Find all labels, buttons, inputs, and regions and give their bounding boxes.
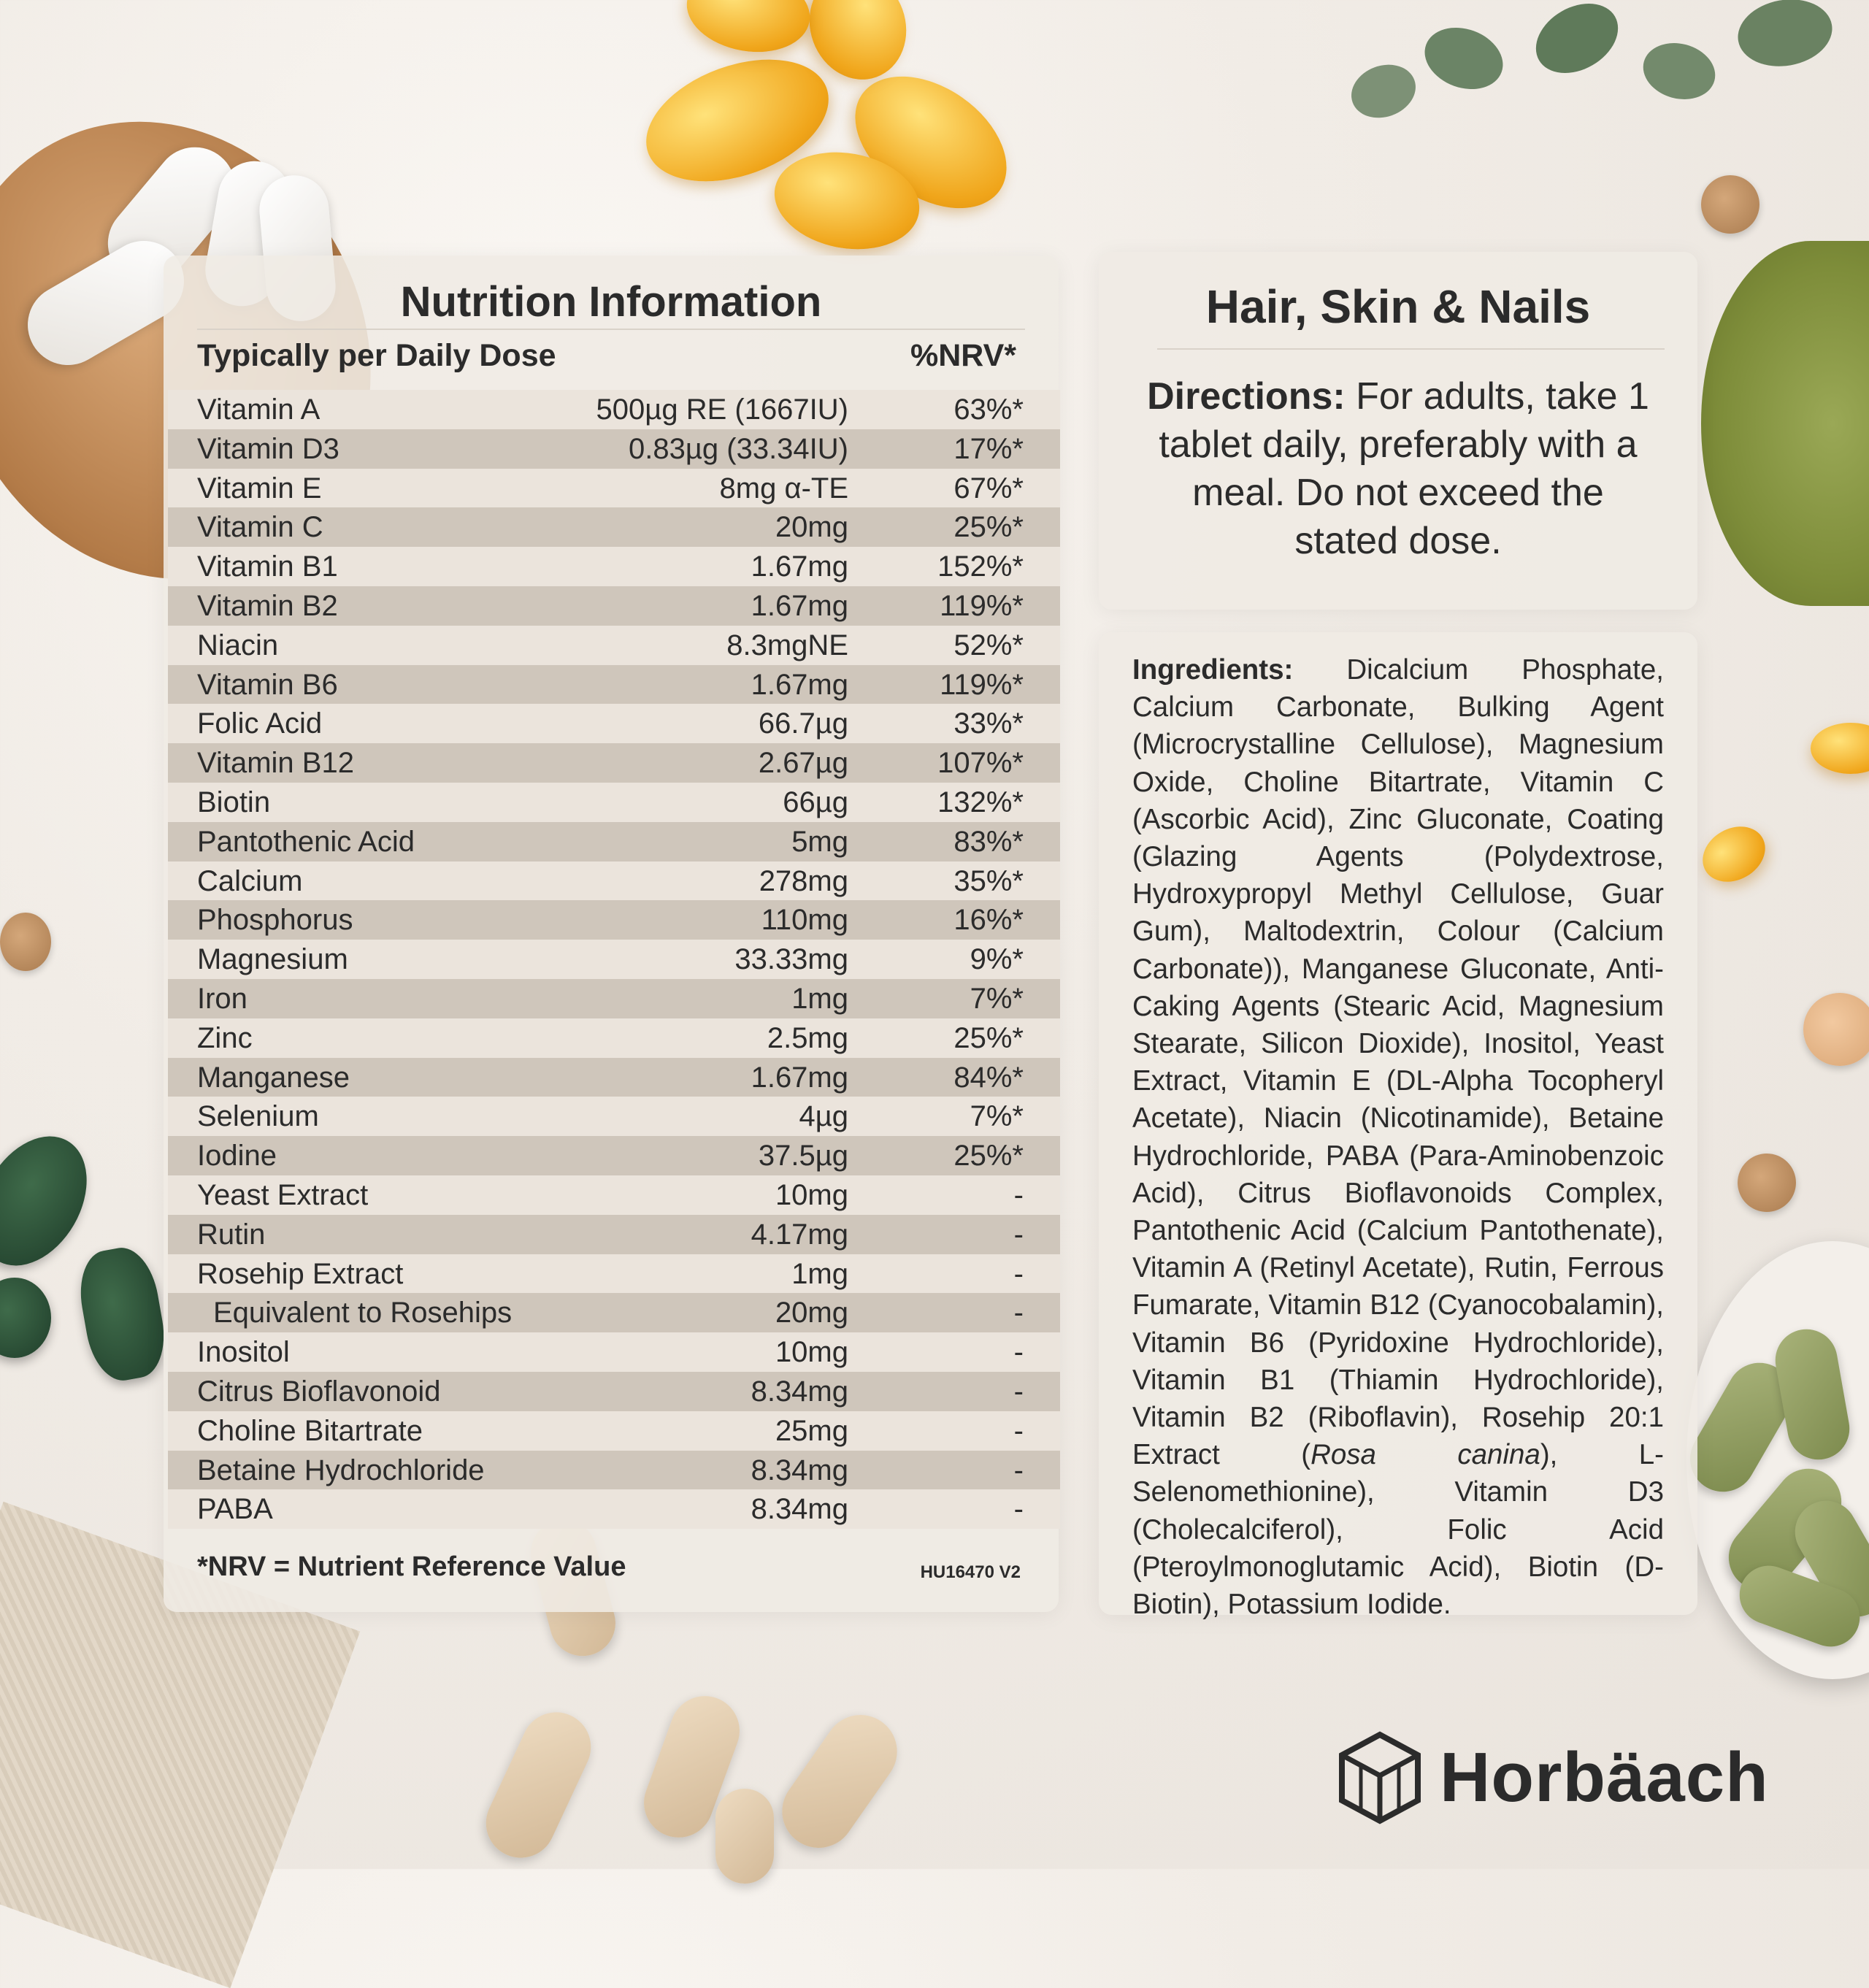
nutrient-name: Manganese: [197, 1061, 350, 1094]
nutrient-name: Equivalent to Rosehips: [213, 1297, 513, 1329]
nutrient-nrv: 67%*: [953, 472, 1024, 504]
nutrient-amount: 33.33mg: [734, 943, 848, 976]
nrv-footnote: *NRV = Nutrient Reference Value: [197, 1551, 626, 1582]
nutrient-name: Iodine: [197, 1140, 277, 1173]
nutrient-name: Phosphorus: [197, 904, 353, 937]
brand-logo: [1336, 1730, 1818, 1825]
eucalyptus-leaf-decoration: [1416, 18, 1512, 100]
nutrient-amount: 1.67mg: [751, 1061, 848, 1094]
nutrient-nrv: -: [1013, 1297, 1024, 1329]
table-row: [168, 704, 1060, 743]
table-row: [168, 390, 1060, 429]
round-tablet-decoration: [1701, 175, 1759, 234]
nutrient-amount: 5mg: [791, 825, 848, 858]
nutrient-nrv: 119%*: [940, 668, 1024, 701]
nutrient-amount: 10mg: [775, 1336, 848, 1369]
table-row: [168, 1451, 1060, 1490]
nutrient-amount: 10mg: [775, 1178, 848, 1211]
directions-body: For adults, take 1 tablet daily, preferably with a meal. Do not exceed the stated dose.: [1159, 375, 1649, 562]
eucalyptus-leaf-decoration: [1344, 56, 1424, 127]
nutrient-name: Inositol: [197, 1336, 290, 1369]
nutrient-amount: 2.5mg: [767, 1021, 848, 1054]
eucalyptus-leaf-decoration: [1637, 35, 1722, 107]
nutrient-name: Vitamin B12: [197, 747, 354, 780]
nutrient-amount: 4.17mg: [751, 1218, 848, 1251]
nutrient-name: Zinc: [197, 1021, 253, 1054]
nutrient-name: Vitamin D3: [197, 432, 339, 465]
nutrient-nrv: 84%*: [953, 1061, 1024, 1094]
beige-tablet-decoration: [475, 1701, 602, 1869]
table-row: [168, 783, 1060, 822]
nutrient-name: Vitamin A: [197, 394, 321, 426]
ingredients-body-end: ), L-Selenomethionine), Vitamin D3 (Cholecalciferol), Folic Acid (Pteroylmonoglutamic Acid), Biotin (D-Biotin), Potassium Iodide.: [1132, 1439, 1665, 1621]
nutrient-amount: 4µg: [799, 1100, 848, 1133]
round-tablet-decoration: [1738, 1154, 1796, 1212]
table-row: [168, 547, 1060, 586]
cube-logo-icon: [1336, 1730, 1424, 1825]
directions-text: [1143, 372, 1654, 565]
ingredients-label: Ingredients:: [1132, 654, 1294, 686]
table-row: [168, 861, 1060, 901]
nutrient-nrv: 25%*: [953, 511, 1024, 544]
product-title: Hair, Skin & Nails: [1205, 280, 1591, 333]
spirulina-tablet-decoration: [73, 1243, 172, 1385]
table-row: [168, 1411, 1060, 1451]
round-tablet-decoration: [0, 913, 51, 971]
table-row: [168, 1372, 1060, 1411]
nutrient-amount: 1mg: [791, 1257, 848, 1290]
divider: [1157, 348, 1665, 350]
nutrient-nrv: 52%*: [953, 629, 1024, 661]
table-row: [168, 1018, 1060, 1058]
nutrient-name: Iron: [197, 982, 247, 1015]
nutrient-name: Vitamin C: [197, 511, 323, 544]
nutrient-nrv: 16%*: [953, 904, 1024, 937]
table-row: [168, 1293, 1060, 1332]
round-tablet-decoration: [1803, 993, 1869, 1066]
nutrient-name: Magnesium: [197, 943, 348, 976]
softgel-decoration: [1693, 815, 1776, 893]
eucalyptus-leaf-decoration: [1732, 0, 1838, 74]
directions-label: Directions:: [1147, 375, 1346, 418]
nutrition-title: Nutrition Information: [400, 278, 822, 326]
table-row: [168, 507, 1060, 547]
nutrient-amount: 1.67mg: [751, 550, 848, 583]
nutrient-amount: 25mg: [775, 1414, 848, 1447]
beige-tablet-decoration: [768, 1700, 912, 1862]
nutrient-name: Betaine Hydrochloride: [197, 1454, 485, 1486]
nutrient-nrv: 17%*: [953, 432, 1024, 465]
softgel-decoration: [680, 0, 817, 61]
nutrient-nrv: 35%*: [953, 864, 1024, 897]
nutrient-nrv: 107%*: [937, 747, 1024, 780]
nutrient-amount: 8.34mg: [751, 1375, 848, 1408]
table-row: [168, 940, 1060, 979]
nutrient-name: Vitamin B1: [197, 550, 338, 583]
nutrient-nrv: -: [1013, 1375, 1024, 1408]
eucalyptus-leaf-decoration: [1524, 0, 1630, 87]
nutrient-nrv: -: [1013, 1178, 1024, 1211]
nutrient-amount: 8.34mg: [751, 1493, 848, 1526]
nutrient-name: Pantothenic Acid: [197, 825, 415, 858]
nutrient-name: Folic Acid: [197, 707, 323, 740]
nutrient-amount: 0.83µg (33.34IU): [629, 432, 848, 465]
nutrient-name: Biotin: [197, 786, 271, 818]
nutrient-name: Rutin: [197, 1218, 266, 1251]
table-row: [168, 1136, 1060, 1175]
table-row: [168, 1097, 1060, 1136]
nutrient-nrv: 132%*: [937, 786, 1024, 818]
nutrient-nrv: 83%*: [953, 825, 1024, 858]
divider: [197, 329, 1025, 330]
spirulina-tablet-decoration: [0, 1278, 51, 1358]
table-row: [168, 1175, 1060, 1215]
table-row: [168, 822, 1060, 861]
table-row: [168, 469, 1060, 508]
nutrient-name: Vitamin B2: [197, 589, 338, 622]
table-row: [168, 1254, 1060, 1294]
softgel-decoration: [1811, 723, 1869, 774]
table-row: [168, 586, 1060, 626]
ingredients-panel: [1099, 632, 1697, 1621]
brand-name: Horbäach: [1440, 1738, 1769, 1816]
nutrient-amount: 37.5µg: [758, 1140, 848, 1173]
table-row: [168, 1215, 1060, 1254]
nutrient-name: Calcium: [197, 864, 303, 897]
nutrient-amount: 20mg: [775, 1297, 848, 1329]
nutrient-nrv: 25%*: [953, 1021, 1024, 1054]
nutrient-name: Yeast Extract: [197, 1178, 369, 1211]
nutrient-name: Rosehip Extract: [197, 1257, 404, 1290]
nutrient-nrv: -: [1013, 1336, 1024, 1369]
nutrient-amount: 1.67mg: [751, 668, 848, 701]
nutrient-nrv: 152%*: [937, 550, 1024, 583]
table-row: [168, 626, 1060, 665]
nutrient-name: Vitamin B6: [197, 668, 338, 701]
nutrient-nrv: -: [1013, 1257, 1024, 1290]
ingredients-latin-name: Rosa canina: [1310, 1439, 1540, 1471]
table-row: [168, 1332, 1060, 1372]
table-row: [168, 900, 1060, 940]
nutrient-amount: 1mg: [791, 982, 848, 1015]
nutrient-nrv: 25%*: [953, 1140, 1024, 1173]
table-row: [168, 979, 1060, 1018]
nutrient-nrv: 9%*: [970, 943, 1024, 976]
daily-dose-header: Typically per Daily Dose: [197, 338, 556, 373]
nutrient-nrv: -: [1013, 1414, 1024, 1447]
nutrient-amount: 2.67µg: [758, 747, 848, 780]
nutrient-nrv: -: [1013, 1493, 1024, 1526]
ingredients-text: [1132, 651, 1664, 1623]
nutrient-amount: 110mg: [761, 904, 848, 937]
nutrient-nrv: -: [1013, 1454, 1024, 1486]
table-row: [168, 429, 1060, 469]
nutrient-nrv: 7%*: [970, 1100, 1024, 1133]
ingredients-body: Dicalcium Phosphate, Calcium Carbonate, Bulking Agent (Microcrystalline Cellulose), Magnesium Oxide, Choline Bitartrate, Vitamin C (Ascorbic Acid), Zinc Gluconate, Coating (Glazing Agents (Polydextrose, Hydroxypropyl Methyl Cellulose, Guar Gum), Maltodextrin, Colour (Calcium Carbonate)), Manganese Gluconate, Anti-Caking Agents (Stearic Acid, Magnesium Stearate, Silicon Dioxide), Inositol, Yeast Extract, Vitamin E (DL-Alpha Tocopheryl Acetate), Niacin (Nicotinamide), Betaine Hydrochloride, PABA (Para-Aminobenzoic Acid), Citrus Bioflavonoids Complex, Pantothenic Acid (Calcium Pantothenate), Vitamin A (Retinyl Acetate), Rutin, Ferrous Fumarate, Vitamin B12 (Cyanocobalamin), Vitamin B6 (Pyridoxine Hydrochloride), Vitamin B1 (Thiamin Hydrochloride), Vitamin B2 (Riboflavin), Rosehip 20:1 Extract (: [1132, 654, 1664, 1471]
nutrition-information-panel: [164, 256, 1059, 1612]
product-code: HU16470 V2: [920, 1562, 1021, 1582]
nutrient-amount: 8.34mg: [751, 1454, 848, 1486]
nutrient-amount: 278mg: [759, 864, 848, 897]
nutrient-nrv: 33%*: [953, 707, 1024, 740]
nutrient-amount: 1.67mg: [751, 589, 848, 622]
nutrient-name: Vitamin E: [197, 472, 322, 504]
nutrient-name: Selenium: [197, 1100, 319, 1133]
table-row: [168, 743, 1060, 783]
green-powder-decoration: [1701, 241, 1869, 606]
table-row: [168, 665, 1060, 705]
nutrient-amount: 8.3mgNE: [726, 629, 848, 661]
table-row: [168, 1489, 1060, 1529]
nutrient-name: Citrus Bioflavonoid: [197, 1375, 441, 1408]
nutrient-name: PABA: [197, 1493, 273, 1526]
nutrient-nrv: 119%*: [940, 589, 1024, 622]
beige-tablet-decoration: [715, 1789, 774, 1884]
nutrient-nrv: 63%*: [953, 394, 1024, 426]
table-row: [168, 1058, 1060, 1097]
nutrient-nrv: 7%*: [970, 982, 1024, 1015]
nutrient-nrv: -: [1013, 1218, 1024, 1251]
nutrient-name: Choline Bitartrate: [197, 1414, 423, 1447]
nutrient-amount: 20mg: [775, 511, 848, 544]
nrv-header: %NRV*: [910, 338, 1016, 373]
nutrient-amount: 500µg RE (1667IU): [596, 394, 848, 426]
nutrition-table: [168, 390, 1060, 1529]
nutrient-amount: 8mg α-TE: [719, 472, 848, 504]
nutrient-name: Niacin: [197, 629, 279, 661]
nutrient-amount: 66µg: [783, 786, 848, 818]
directions-panel: [1099, 252, 1697, 610]
nutrient-amount: 66.7µg: [758, 707, 848, 740]
